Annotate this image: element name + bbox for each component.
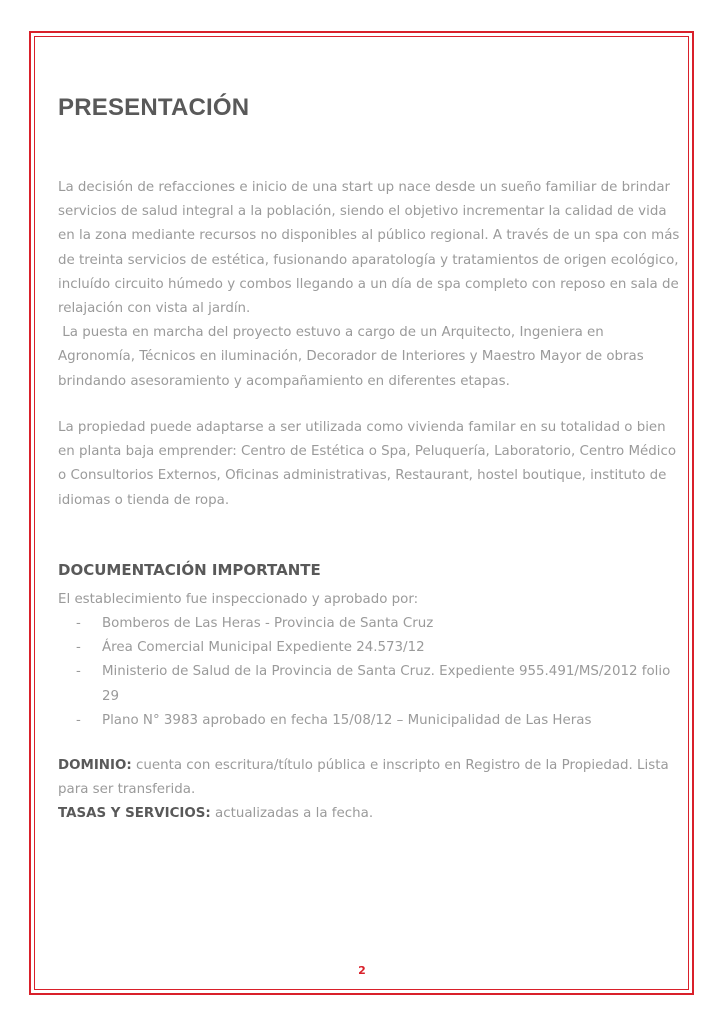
list-item-text: Plano N° 3983 aprobado en fecha 15/08/12 – Municipalidad de Las Heras: [102, 712, 592, 728]
tasas-label: TASAS Y SERVICIOS:: [58, 806, 211, 822]
list-item: [76, 709, 676, 733]
tasas-text: actualizadas a la fecha.: [210, 806, 374, 822]
documentation-intro: El establecimiento fue inspeccionado y aprobado por:: [58, 592, 419, 607]
dominio-label: DOMINIO:: [58, 758, 132, 773]
bullet-dash: -: [76, 664, 81, 680]
ownership-section: [58, 754, 678, 827]
list-item: [76, 636, 676, 660]
bullet-dash: -: [76, 616, 81, 631]
bullet-dash: -: [76, 712, 81, 728]
list-item-text: Área Comercial Municipal Expediente 24.573/12: [102, 640, 425, 656]
page-title: PRESENTACIÓN: [58, 94, 250, 121]
documentation-heading: DOCUMENTACIÓN IMPORTANTE: [58, 561, 321, 579]
documentation-list: [76, 612, 676, 733]
page-number: 2: [358, 964, 366, 977]
bullet-dash: -: [76, 640, 81, 656]
dominio-paragraph: [58, 754, 678, 802]
list-item: [76, 660, 676, 708]
list-item-text: Ministerio de Salud de la Provincia de Santa Cruz. Expediente 955.491/MS/2012 folio 29: [102, 664, 671, 704]
intro-paragraph-1: La decisión de refacciones e inicio de una start up nace desde un sueño familiar de brindar servicios de salud integral a la población, siendo el objetivo incrementar la calidad de vida en la zona mediante recursos no disponibles al público regional. A través de un spa con más de treinta servicios de estética, fusionando aparatología y tratamientos de origen ecológico, incluído circuito húmedo y combos llegando a un día de spa completo con reposo en sala de relajación con vista al jardín.: [58, 180, 680, 317]
list-item-text: Bomberos de Las Heras - Provincia de Santa Cruz: [102, 616, 434, 631]
tasas-paragraph: [58, 802, 678, 826]
intro-section: [58, 176, 683, 394]
dominio-text: cuenta con escritura/título pública e inscripto en Registro de la Propiedad. Lista para ser transferida.: [58, 758, 669, 798]
intro-paragraph-2: La puesta en marcha del proyecto estuvo a cargo de un Arquitecto, Ingeniera en Agronomía, Técnicos en iluminación, Decorador de Interiores y Maestro Mayor de obras brindando asesoramiento y acompañamiento en diferentes etapas.: [58, 325, 648, 389]
list-item: [76, 612, 676, 636]
property-paragraph: La propiedad puede adaptarse a ser utilizada como vivienda familar en su totalidad o bien en planta baja emprender: Centro de Estética o Spa, Peluquería, Laboratorio, Centro Médico o Consultorios Externos, Oficinas administrativas, Restaurant, hostel boutique, instituto de idiomas o tienda de ropa.: [58, 420, 677, 508]
